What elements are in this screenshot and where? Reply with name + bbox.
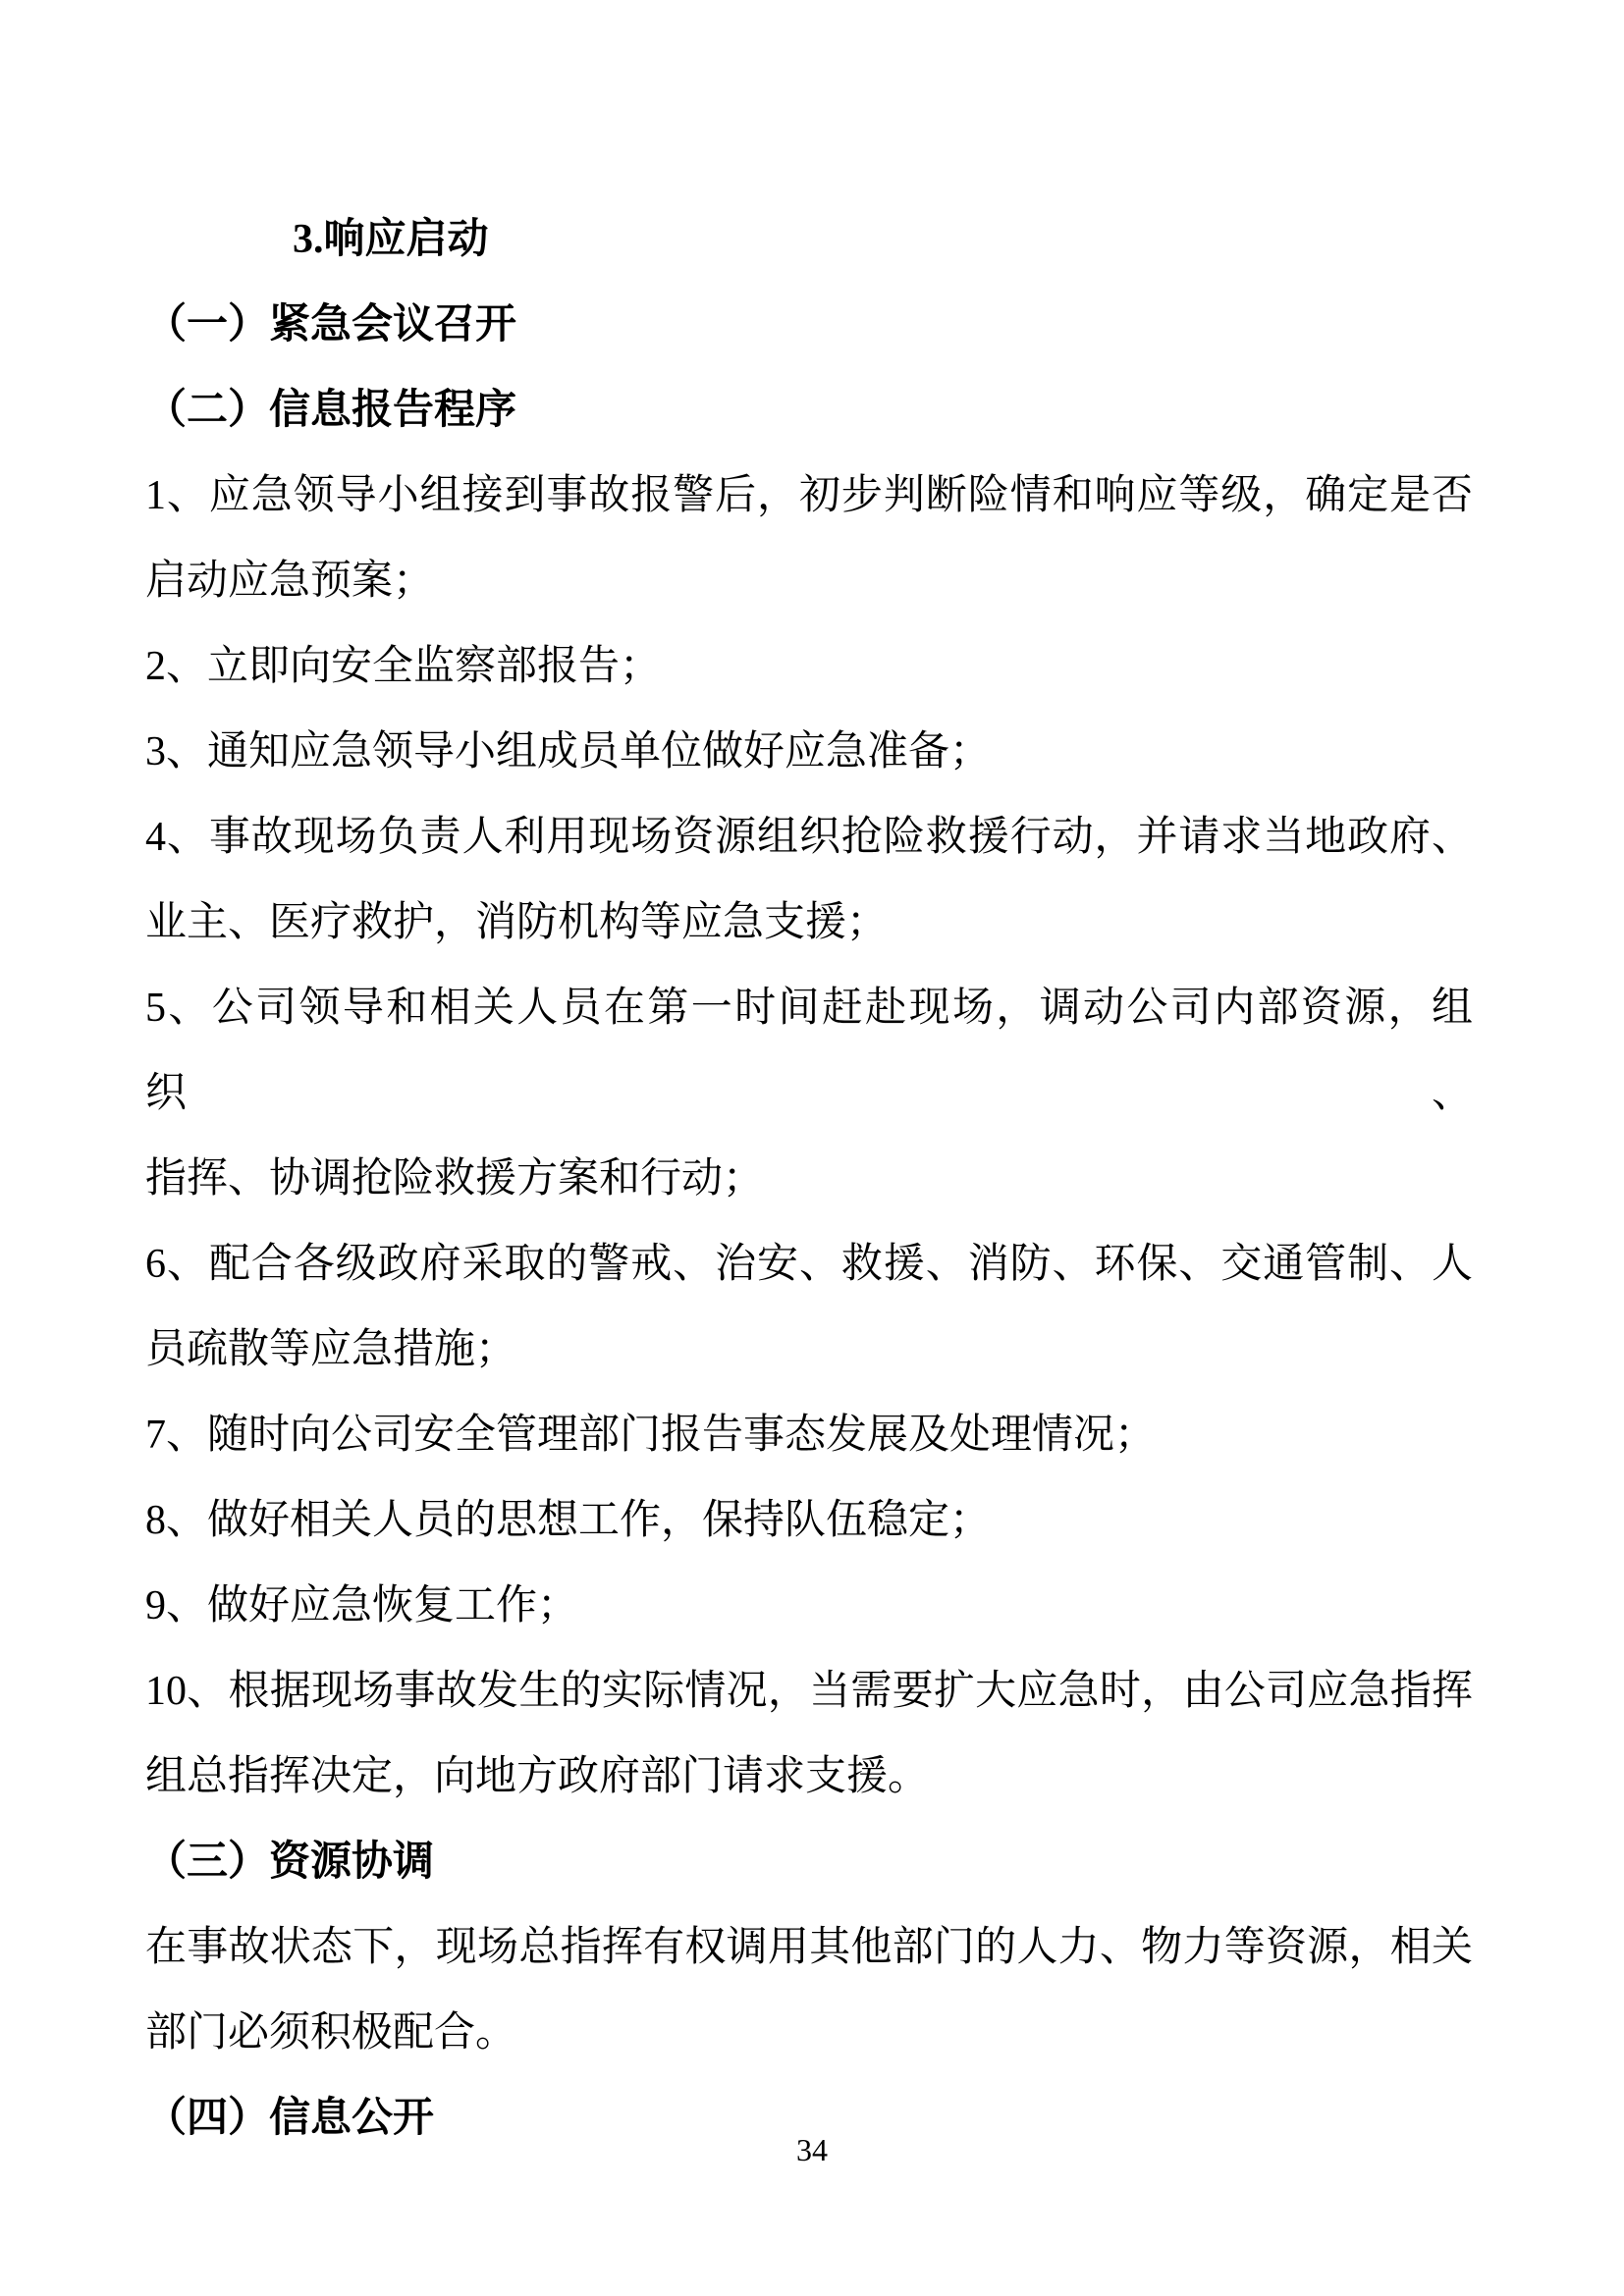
paragraph-line: 组总指挥决定，向地方政府部门请求支援。 <box>145 1754 930 1799</box>
paragraph-line: 部门必须积极配合。 <box>145 2010 517 2056</box>
subheading: （三）资源协调 <box>145 1840 435 1885</box>
section-heading: 3.响应启动 <box>293 217 489 262</box>
document-body <box>145 197 1473 2162</box>
subheading: （二）信息报告程序 <box>145 388 517 433</box>
paragraph-line: 员疏散等应急措施； <box>145 1327 517 1372</box>
paragraph-line: 在事故状态下，现场总指挥有权调用其他部门的人力、物力等资源，相关 <box>145 1925 1473 1970</box>
paragraph-line: 业主、医疗救护，消防机构等应急支援； <box>145 900 889 945</box>
paragraph-line: 2、立即向安全监察部报告； <box>145 644 662 689</box>
page-number: 34 <box>796 2132 828 2167</box>
paragraph-line: 1、应急领导小组接到事故报警后，初步判断险情和响应等级，确定是否 <box>145 473 1473 518</box>
subheading: （四）信息公开 <box>145 2096 435 2141</box>
paragraph-line: 8、做好相关人员的思想工作，保持队伍稳定； <box>145 1498 992 1543</box>
paragraph-line: 5、公司领导和相关人员在第一时间赶赴现场，调动公司内部资源，组织、 <box>145 986 1473 1116</box>
paragraph-line: 指挥、协调抢险救援方案和行动； <box>145 1156 765 1201</box>
paragraph-line: 4、事故现场负责人利用现场资源组织抢险救援行动，并请求当地政府、 <box>145 815 1473 860</box>
paragraph-line: 10、根据现场事故发生的实际情况，当需要扩大应急时，由公司应急指挥 <box>145 1669 1473 1714</box>
blocks-container <box>145 283 1473 2162</box>
paragraph-line: 6、配合各级政府采取的警戒、治安、救援、消防、环保、交通管制、人 <box>145 1242 1473 1287</box>
paragraph-line: 启动应急预案； <box>145 559 435 604</box>
paragraph-line: 3、通知应急领导小组成员单位做好应急准备； <box>145 729 992 774</box>
paragraph-line: 9、做好应急恢复工作； <box>145 1583 579 1629</box>
subheading: （一）紧急会议召开 <box>145 302 517 347</box>
paragraph-line: 7、随时向公司安全管理部门报告事态发展及处理情况； <box>145 1413 1157 1458</box>
